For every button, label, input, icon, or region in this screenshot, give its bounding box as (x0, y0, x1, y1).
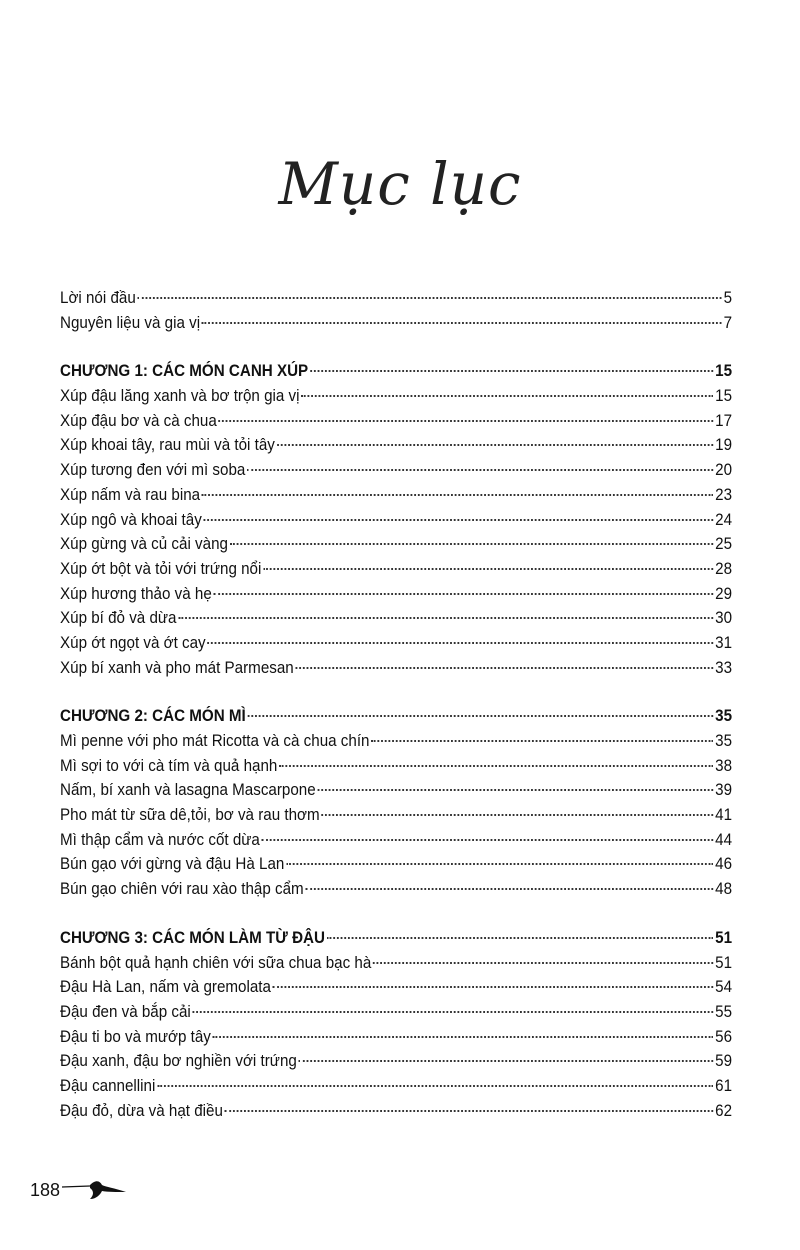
entry-title: Bún gạo chiên với rau xào thập cẩm (60, 880, 304, 899)
table-of-contents (60, 286, 732, 1123)
entry-title: Đậu ti bo và mướp tây (60, 1027, 211, 1046)
dot-leader (296, 667, 714, 669)
dot-leader (299, 1060, 714, 1062)
page-ref: 5 (723, 289, 733, 307)
chapter-heading (60, 704, 732, 729)
page-ref: 59 (715, 1052, 733, 1071)
toc-entry (60, 532, 732, 557)
dot-leader (157, 1085, 713, 1087)
chapter-heading (60, 926, 732, 951)
entry-title: Mì thập cẩm và nước cốt dừa (60, 830, 260, 849)
page-title: Mục lục (278, 150, 522, 218)
toc-entry (60, 1074, 732, 1099)
chapter-title: CHƯƠNG 2: CÁC MÓN MÌ (60, 707, 246, 726)
section-gap (60, 902, 732, 926)
entry-title: Mì sợi to với cà tím và quả hạnh (60, 756, 278, 775)
page-ref: 62 (715, 1101, 733, 1120)
toc-entry (60, 508, 732, 533)
section-gap (60, 335, 732, 359)
entry-title: Mì penne với pho mát Ricotta và cà chua chín (60, 732, 370, 750)
toc-entry (60, 384, 732, 409)
page-ref: 61 (715, 1076, 733, 1095)
toc-entry (60, 1000, 732, 1025)
dot-leader (263, 568, 713, 570)
toc-entry (60, 311, 732, 336)
dot-leader (207, 642, 713, 644)
page-ref: 54 (715, 978, 733, 997)
entry-title: Nguyên liệu và gia vị (60, 313, 201, 332)
bird-ornament-icon (60, 1175, 130, 1205)
toc-entry (60, 1049, 732, 1074)
page-ref: 33 (715, 658, 733, 677)
dot-leader (301, 395, 713, 397)
page-ref: 31 (715, 633, 733, 652)
entry-title: Bánh bột quả hạnh chiên với sữa chua bạc hà (60, 953, 372, 972)
entry-title: Đậu Hà Lan, nấm và gremolata (60, 978, 271, 997)
toc-entry (60, 1025, 732, 1050)
dot-leader (310, 370, 713, 372)
entry-title: Xúp bí đỏ và dừa (60, 609, 177, 628)
entry-title: Đậu xanh, đậu bơ nghiền với trứng (60, 1052, 297, 1071)
page-ref: 44 (715, 830, 733, 849)
dot-leader (202, 494, 713, 496)
dot-leader (193, 1011, 714, 1013)
toc-entry (60, 458, 732, 483)
page-ref: 51 (715, 928, 733, 947)
page-ref: 25 (715, 535, 733, 554)
entry-title: Xúp đậu lăng xanh và bơ trộn gia vị (60, 387, 300, 406)
dot-leader (138, 297, 722, 299)
entry-title: Xúp gừng và củ cải vàng (60, 535, 228, 554)
dot-leader (279, 765, 713, 767)
page-ref: 38 (715, 756, 733, 775)
page-ref: 30 (715, 609, 733, 628)
page-ref: 56 (715, 1027, 733, 1046)
entry-title: Xúp hương thảo và hẹ (60, 584, 212, 603)
dot-leader (213, 1036, 714, 1038)
dot-leader (262, 839, 714, 841)
page-number: 188 (30, 1180, 61, 1200)
toc-entry (60, 631, 732, 656)
entry-title: Xúp nấm và rau bina (60, 485, 201, 504)
entry-title: Lời nói đầu (60, 289, 136, 307)
dot-leader (318, 789, 714, 791)
dot-leader (219, 420, 714, 422)
dot-leader (202, 322, 722, 324)
toc-entry (60, 606, 732, 631)
dot-leader (204, 519, 714, 521)
entry-title: Xúp khoai tây, rau mùi và tỏi tây (60, 436, 275, 455)
toc-entry (60, 409, 732, 434)
dot-leader (306, 888, 714, 890)
entry-title: Xúp đậu bơ và cà chua (60, 411, 217, 430)
toc-entry (60, 729, 732, 754)
toc-entry (60, 582, 732, 607)
section-gap (60, 680, 732, 704)
toc-entry (60, 483, 732, 508)
dot-leader (373, 962, 713, 964)
toc-entry (60, 286, 732, 311)
entry-title: Pho mát từ sữa dê,tỏi, bơ và rau thơm (60, 806, 320, 825)
page-ref: 51 (715, 953, 733, 972)
toc-entry (60, 852, 732, 877)
dot-leader (277, 444, 714, 446)
entry-title: Nấm, bí xanh và lasagna Mascarpone (60, 781, 316, 800)
dot-leader (214, 593, 714, 595)
page-ref: 23 (715, 485, 733, 504)
dot-leader (225, 1110, 714, 1112)
page-ref: 55 (715, 1002, 733, 1021)
dot-leader (247, 469, 713, 471)
entry-title: Xúp ớt bột và tỏi với trứng nổi (60, 559, 262, 578)
chapter-heading (60, 359, 732, 384)
toc-entry (60, 778, 732, 803)
toc-entry (60, 433, 732, 458)
toc-entry (60, 656, 732, 681)
page-ref: 15 (715, 362, 733, 381)
chapter-title: CHƯƠNG 3: CÁC MÓN LÀM TỪ ĐẬU (60, 928, 325, 947)
dot-leader (286, 863, 713, 865)
toc-entry (60, 557, 732, 582)
entry-title: Đậu đỏ, dừa và hạt điều (60, 1101, 223, 1120)
page-ref: 46 (715, 855, 733, 874)
page-ref: 24 (715, 510, 733, 529)
dot-leader (327, 937, 713, 939)
chapter-title: CHƯƠNG 1: CÁC MÓN CANH XÚP (60, 362, 309, 381)
toc-entry (60, 754, 732, 779)
entry-title: Bún gạo với gừng và đậu Hà Lan (60, 855, 285, 874)
dot-leader (178, 617, 713, 619)
page-ref: 19 (715, 436, 733, 455)
dot-leader (371, 740, 713, 742)
entry-title: Đậu cannellini (60, 1076, 156, 1095)
dot-leader (230, 543, 713, 545)
toc-entry (60, 803, 732, 828)
entry-title: Xúp bí xanh và pho mát Parmesan (60, 658, 294, 677)
toc-entry (60, 828, 732, 853)
entry-title: Xúp tương đen với mì soba (60, 461, 246, 480)
page-ref: 20 (715, 461, 733, 480)
page-ref: 7 (723, 313, 733, 332)
page-ref: 17 (715, 411, 733, 430)
toc-entry (60, 877, 732, 902)
entry-title: Xúp ớt ngọt và ớt cay (60, 633, 206, 652)
page-ref: 15 (715, 387, 733, 406)
page-ref: 29 (715, 584, 733, 603)
dot-leader (273, 986, 713, 988)
page-ref: 35 (715, 707, 733, 726)
page-ref: 41 (715, 806, 733, 825)
entry-title: Đậu đen và bắp cải (60, 1002, 191, 1021)
dot-leader (248, 715, 714, 717)
entry-title: Xúp ngô và khoai tây (60, 510, 202, 529)
page-ref: 39 (715, 781, 733, 800)
toc-entry (60, 951, 732, 976)
dot-leader (321, 814, 713, 816)
page-ref: 35 (715, 732, 733, 750)
page-ref: 28 (715, 559, 733, 578)
page-ref: 48 (715, 880, 733, 899)
toc-entry (60, 975, 732, 1000)
toc-entry (60, 1099, 732, 1124)
